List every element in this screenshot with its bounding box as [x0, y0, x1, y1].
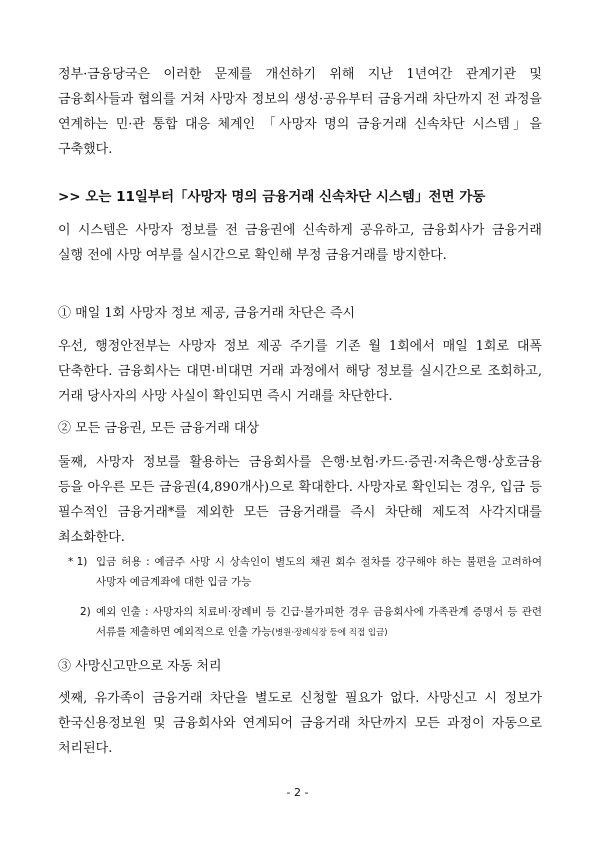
- item-3-body: 셋째, 유가족이 금융거래 차단을 별도로 신청할 필요가 없다. 사망신고 시 정보가 한국신용정보원 및 금융회사와 연계되어 금융거래 차단까지 모든 과정이 자동으로 처리된다.: [58, 691, 542, 756]
- page-number: - 2 -: [286, 786, 309, 799]
- footnote-2-main: 예외 인출 : 사망자의 치료비·장례비 등 긴급·불가피한 경우 금융회사에 가족관계 증명서 등 관련 서류를 제출하면 예외적으로 인출 가능: [96, 606, 542, 638]
- footnote-1-text: 입금 허용 : 예금주 사망 시 상속인이 별도의 채권 회수 절차를 강구해야 하는 불편을 고려하여 사망자 예금계좌에 대한 입금 가능: [96, 556, 542, 588]
- footnote-1-marker: * 1): [68, 556, 88, 568]
- item-2-title: ② 모든 금융권, 모든 금융거래 대상: [58, 421, 260, 436]
- footnote-2-marker: 2): [80, 606, 91, 618]
- item-2-body: 둘째, 사망자 정보를 활용하는 금융회사를 은행·보험·카드·증권·저축은행·상호금융 등을 아우른 모든 금융권(4,890개사)으로 확대한다. 사망자로 확인되는 경우, 입금 등 필수적인 금융거래*를 제외한 모든 금융거래를 즉시 차단해 제도적 사각지대를 최소화한다.: [58, 455, 542, 545]
- footnote-2-text: [96, 602, 542, 643]
- section-intro-paragraph: 이 시스템은 사망자 정보를 전 금융권에 신속하게 공유하고, 금융회사가 금융거래 실행 전에 사망 여부를 실시간으로 확인해 부정 금융거래를 방지한다.: [58, 223, 542, 263]
- item-1-body: 우선, 행정안전부는 사망자 정보 제공 주기를 기존 월 1회에서 매일 1회로 대폭 단축한다. 금융회사는 대면·비대면 거래 과정에서 해당 정보를 실시간으로 조회하고, 거래 당사자의 사망 사실이 확인되면 즉시 거래를 차단한다.: [58, 339, 542, 404]
- intro-paragraph: 정부·금융당국은 이러한 문제를 개선하기 위해 지난 1년여간 관계기관 및 금융회사들과 협의를 거쳐 사망자 정보의 생성·공유부터 금융거래 차단까지 전 과정을 연계하는 민·관 통합 대응 체계인 「사망자 명의 금융거래 신속차단 시스템」을 구축했다.: [58, 67, 542, 157]
- section-heading: >> 오는 11일부터「사망자 명의 금융거래 신속차단 시스템」전면 가동: [58, 189, 486, 205]
- item-1-title: ① 매일 1회 사망자 정보 제공, 금융거래 차단은 즉시: [58, 306, 356, 321]
- item-3-title: ③ 사망신고만으로 자동 처리: [58, 659, 222, 674]
- footnote-2-small: (병원·장례식장 등에 직접 입금): [271, 628, 388, 638]
